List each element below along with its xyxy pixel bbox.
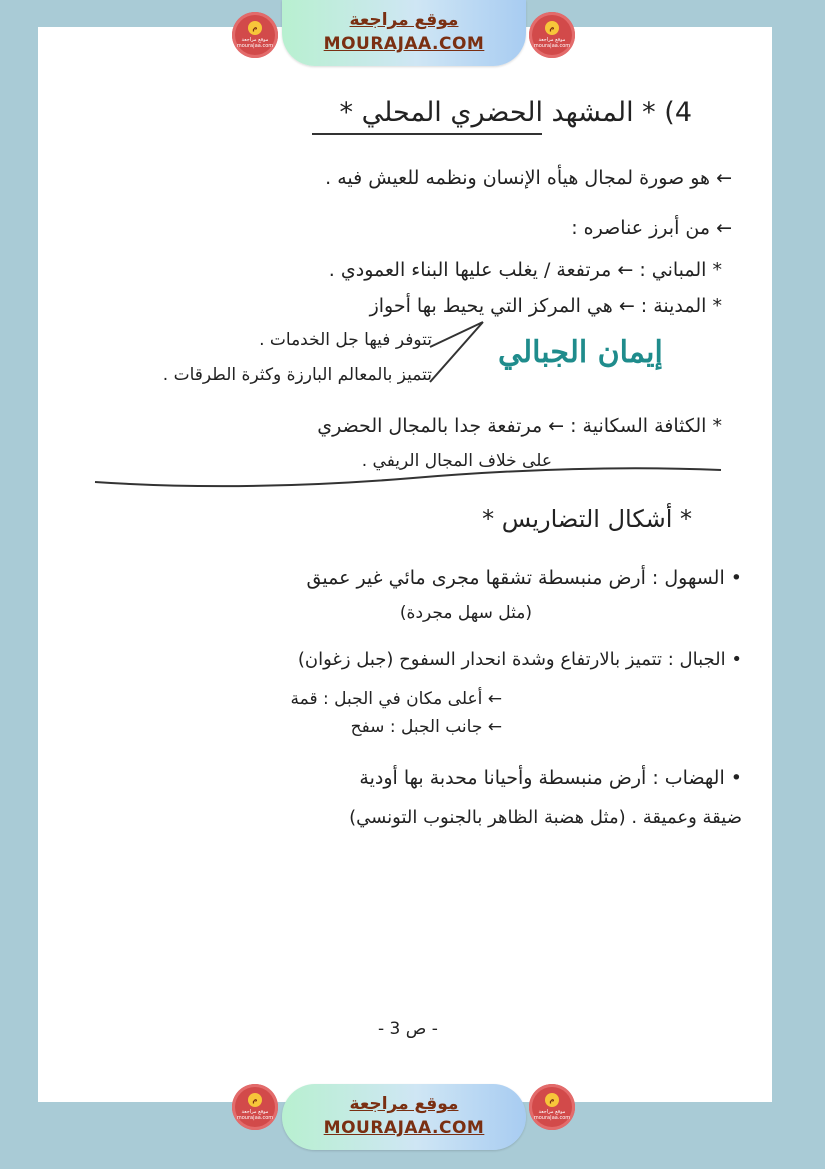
banner-site-url: MOURAJAA.COM [323,34,485,54]
site-logo-icon: م موقع مراجعة moura|aa.com [529,1084,575,1130]
buildings-line: * المباني : ← مرتفعة / يغلب عليها البناء العمودي . [328,259,722,281]
plateaus-line-1: • الهضاب : أرض منبسطة وأحيانا محدبة بها أودية [359,767,742,789]
page-number: - ص 3 - [378,1019,438,1039]
density-line-2: على خلاف المجال الريفي . [361,451,552,471]
mountains-line-2: ← أعلى مكان في الجبل : قمة [290,689,502,709]
plains-line-1: • السهول : أرض منبسطة تشقها مجرى مائي غير عميق [306,567,742,589]
city-line: * المدينة : ← هي المركز التي يحيط بها أحواز [369,295,722,317]
mountains-line-1: • الجبال : تتميز بالارتفاع وشدة انحدار السفوح (جبل زغوان) [297,649,742,670]
title-underline [312,133,542,135]
section-title-relief-forms: * أشكال التضاريس * [482,505,692,533]
document-page [38,27,772,1102]
author-signature: إيمان الجبالي [498,335,663,370]
site-logo-icon: م موقع مراجعة moura|aa.com [232,1084,278,1130]
site-logo-icon: م موقع مراجعة moura|aa.com [232,12,278,58]
site-logo-icon: م موقع مراجعة moura|aa.com [529,12,575,58]
mountains-line-3: ← جانب الجبل : سفح [350,717,502,737]
plateaus-line-2: ضيقة وعميقة . (مثل هضبة الظاهر بالجنوب التونسي) [349,807,742,828]
density-line-1: * الكثافة السكانية : ← مرتفعة جدا بالمجال الحضري [317,415,722,437]
banner-site-url: MOURAJAA.COM [323,1118,485,1138]
elements-line: ← من أبرز عناصره : [571,217,732,239]
section-title-urban-landscape: 4) * المشهد الحضري المحلي * [339,97,692,128]
site-banner-top[interactable] [282,0,526,66]
plains-line-2: (مثل سهل مجردة) [399,603,532,623]
arrow-lines [418,317,488,387]
site-banner-bottom[interactable] [282,1084,526,1150]
banner-arabic-title: موقع مراجعة [349,1094,459,1114]
city-detail-1: تتوفر فيها جل الخدمات . [259,330,432,350]
definition-line: ← هو صورة لمجال هيأه الإنسان ونظمه للعيش فيه . [325,167,732,189]
banner-arabic-title: موقع مراجعة [349,10,459,30]
city-detail-2: تتميز بالمعالم البارزة وكثرة الطرقات . [162,365,432,385]
wavy-divider [93,462,723,490]
